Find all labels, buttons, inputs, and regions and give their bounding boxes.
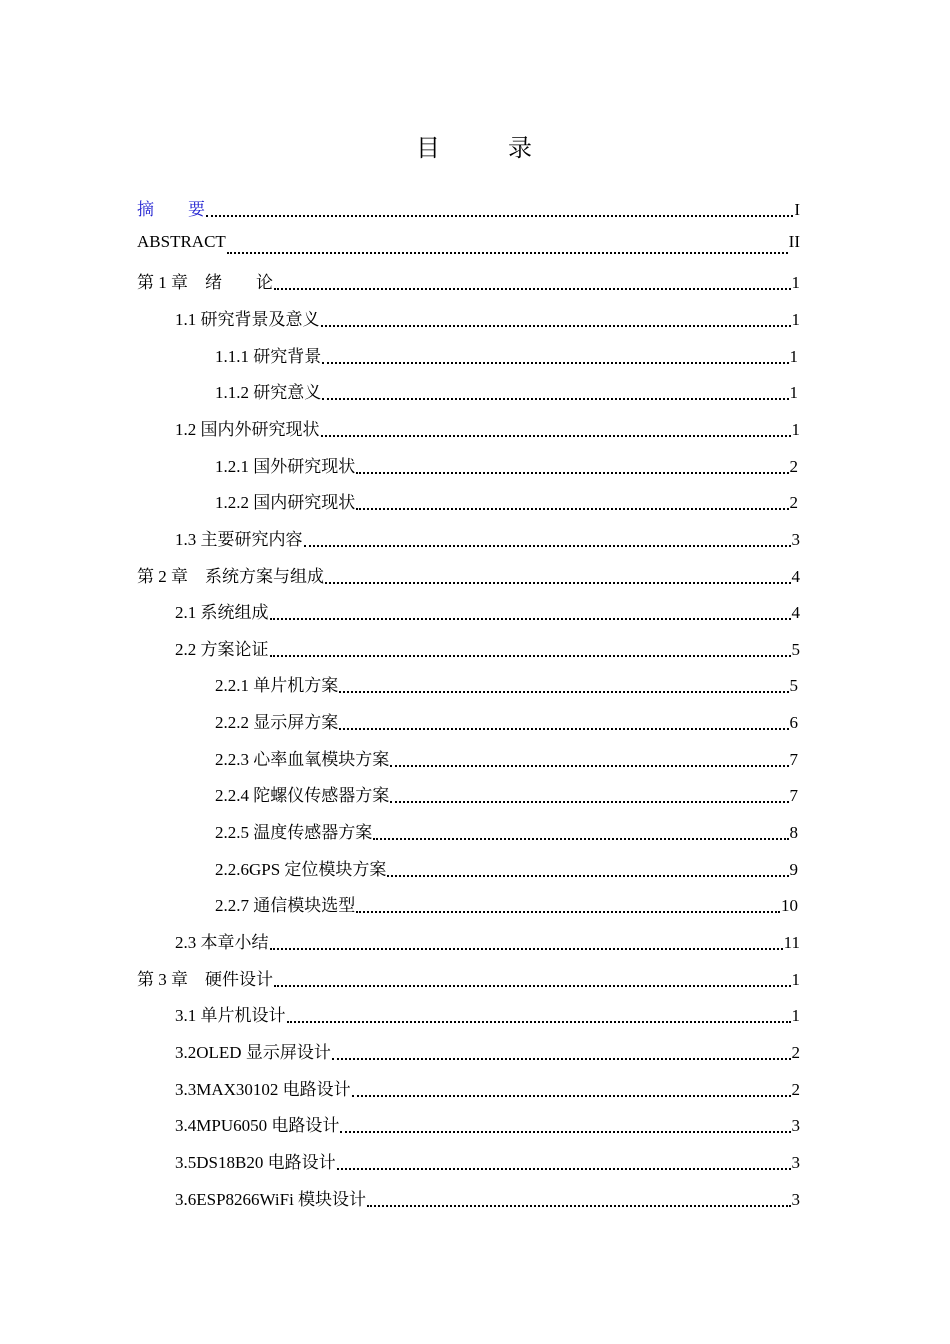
toc-entry[interactable] <box>137 232 800 262</box>
toc-entry[interactable] <box>137 562 800 592</box>
toc-entry[interactable] <box>175 525 800 555</box>
toc-entry-page-number: 2 <box>789 456 798 476</box>
dot-leader <box>287 1020 791 1023</box>
toc-entry-page-number: I <box>794 200 800 219</box>
toc-entry[interactable] <box>175 1185 800 1215</box>
dot-leader <box>340 1130 790 1133</box>
toc-entry-page-number: 5 <box>791 639 800 659</box>
toc-entry-page-number: 11 <box>783 933 800 952</box>
toc-entry[interactable] <box>215 855 798 885</box>
dot-leader <box>367 1204 790 1207</box>
toc-entry[interactable] <box>215 671 798 701</box>
toc-entry-page-number: 3 <box>791 1189 800 1209</box>
toc-entry-label: 1.1 研究背景及意义 <box>175 309 320 329</box>
toc-entry[interactable] <box>175 635 800 665</box>
toc-entry[interactable] <box>175 1111 800 1141</box>
toc-entry-label: 第 2 章 系统方案与组成 <box>137 566 324 586</box>
toc-entry-label: 3.1 单片机设计 <box>175 1006 286 1026</box>
toc-entry-page-number: 5 <box>789 676 798 696</box>
toc-entry-label: 1.2.1 国外研究现状 <box>215 456 356 476</box>
toc-entry[interactable] <box>215 818 798 848</box>
toc-entry-label: 3.3MAX30102 电路设计 <box>175 1079 351 1099</box>
dot-leader <box>373 837 788 840</box>
toc-entry-label: 2.2.6GPS 定位模块方案 <box>215 859 387 879</box>
toc-entry[interactable] <box>215 488 798 518</box>
toc-entry-label: 第 1 章 绪 论 <box>137 273 273 293</box>
toc-entry-page-number: II <box>788 231 800 251</box>
toc-entry-label: ABSTRACT <box>137 231 226 251</box>
toc-entry-page-number: 2 <box>791 1079 800 1099</box>
toc-entry-label: 2.2.4 陀螺仪传感器方案 <box>215 786 390 806</box>
toc-entry-page-number: 3 <box>791 1152 800 1172</box>
toc-entry[interactable] <box>175 598 800 628</box>
toc-entry-label: 1.1.2 研究意义 <box>215 383 322 403</box>
dot-leader <box>325 581 791 584</box>
dot-leader <box>356 910 780 913</box>
toc-entry-label: 2.3 本章小结 <box>175 933 269 952</box>
dot-leader <box>321 434 791 437</box>
toc-entry[interactable] <box>137 268 800 298</box>
toc-entry[interactable] <box>215 891 798 921</box>
dot-leader <box>356 507 788 510</box>
toc-entry-label: 3.2OLED 显示屏设计 <box>175 1042 331 1062</box>
toc-entry[interactable] <box>137 965 800 995</box>
dot-leader <box>356 471 788 474</box>
toc-entry[interactable] <box>215 781 798 811</box>
dot-leader <box>270 617 791 620</box>
toc-entry-page-number: 3 <box>791 529 800 549</box>
toc-entry-label: 3.4MPU6050 电路设计 <box>175 1116 340 1136</box>
dot-leader <box>332 1057 791 1060</box>
toc-entry[interactable] <box>215 378 798 408</box>
toc-entry-page-number: 2 <box>789 493 798 513</box>
dot-leader <box>322 361 788 364</box>
toc-entry-page-number: 7 <box>789 749 798 769</box>
dot-leader <box>227 251 788 254</box>
toc-entry-label: 1.2 国内外研究现状 <box>175 419 320 439</box>
dot-leader <box>270 654 791 657</box>
dot-leader <box>337 1167 791 1170</box>
toc-entry[interactable] <box>175 305 800 335</box>
toc-entry-label: 2.2.5 温度传感器方案 <box>215 823 373 843</box>
toc-entry-page-number: 4 <box>791 603 800 623</box>
toc-entry[interactable] <box>215 708 798 738</box>
dot-leader <box>270 947 783 950</box>
dot-leader <box>390 800 788 803</box>
toc-entry-label: 1.1.1 研究背景 <box>215 346 322 366</box>
toc-entry[interactable] <box>175 1001 800 1031</box>
toc-entry[interactable] <box>175 415 800 445</box>
toc-entry-page-number: 1 <box>791 1006 800 1026</box>
toc-entry-label: 第 3 章 硬件设计 <box>137 969 273 989</box>
toc-entry-label: 2.2.1 单片机方案 <box>215 676 339 696</box>
dot-leader <box>339 727 788 730</box>
toc-entry-label: 2.1 系统组成 <box>175 603 269 623</box>
toc-entry[interactable] <box>175 1075 800 1105</box>
toc-entry-page-number: 1 <box>791 273 800 293</box>
toc-entry-page-number: 3 <box>791 1116 800 1136</box>
toc-entry-page-number: 1 <box>789 346 798 366</box>
toc-entry-label: 2.2.3 心率血氧模块方案 <box>215 749 390 769</box>
dot-leader <box>387 874 788 877</box>
toc-entry-page-number: 1 <box>791 419 800 439</box>
toc-entry-label: 2.2.7 通信模块选型 <box>215 896 356 916</box>
toc-entry[interactable] <box>175 928 800 958</box>
dot-leader <box>352 1094 791 1097</box>
toc-entry-page-number: 9 <box>789 859 798 879</box>
toc-entry-page-number: 2 <box>791 1042 800 1062</box>
dot-leader <box>206 214 793 217</box>
dot-leader <box>274 287 791 290</box>
toc-entry-page-number: 7 <box>789 786 798 806</box>
toc-entry[interactable] <box>215 342 798 372</box>
dot-leader <box>390 764 788 767</box>
toc-entry[interactable] <box>175 1148 800 1178</box>
toc-entry-page-number: 4 <box>791 566 800 586</box>
toc-entry-page-number: 6 <box>789 713 798 733</box>
toc-entry-label: 3.6ESP8266WiFi 模块设计 <box>175 1189 367 1209</box>
toc-entry[interactable] <box>137 195 800 225</box>
dot-leader <box>304 544 791 547</box>
toc-entry-page-number: 8 <box>789 823 798 843</box>
dot-leader <box>322 397 788 400</box>
toc-entry-label: 1.2.2 国内研究现状 <box>215 493 356 513</box>
toc-entry-page-number: 1 <box>791 969 800 989</box>
dot-leader <box>274 984 791 987</box>
toc-entry-label: 1.3 主要研究内容 <box>175 529 303 549</box>
dot-leader <box>339 690 788 693</box>
toc-entry-page-number: 10 <box>781 896 798 916</box>
toc-entry[interactable] <box>175 1038 800 1068</box>
toc-entry[interactable] <box>215 745 798 775</box>
dot-leader <box>321 324 791 327</box>
toc-entry-label: 3.5DS18B20 电路设计 <box>175 1152 336 1172</box>
toc-entry-page-number: 1 <box>789 383 798 403</box>
toc-entry-label: 2.2 方案论证 <box>175 639 269 659</box>
toc-entry-label: 摘 要 <box>137 200 205 219</box>
toc-entry-label: 2.2.2 显示屏方案 <box>215 713 339 733</box>
toc-entry[interactable] <box>215 452 798 482</box>
toc-entry-page-number: 1 <box>791 309 800 329</box>
page-title: 目 录 <box>416 134 554 162</box>
